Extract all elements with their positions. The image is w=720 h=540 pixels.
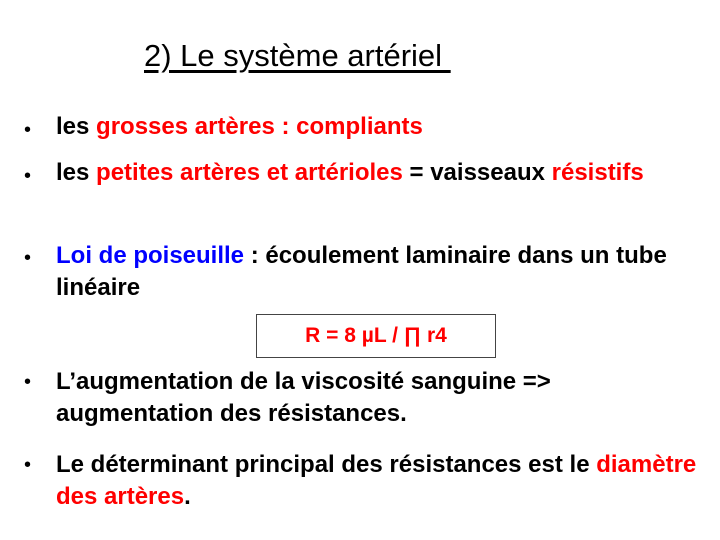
- bullet-point: •: [24, 247, 32, 269]
- list-item-determinant: [56, 449, 706, 513]
- list-item-grosses-arteres: [56, 111, 706, 143]
- item-text: les: [56, 159, 97, 186]
- list-item-petites-arteres: [56, 157, 706, 189]
- formula-box: [256, 314, 496, 358]
- item-text: .: [184, 483, 191, 510]
- item-text: Le déterminant principal des résistances est le: [56, 451, 597, 478]
- item-text: les: [56, 113, 97, 140]
- item-text: = vaisseaux: [402, 159, 552, 186]
- formula-text: R = 8 µL / ∏ r4: [305, 324, 447, 347]
- item-highlight: résistifs: [551, 159, 644, 186]
- bullet-point: •: [24, 165, 32, 187]
- item-highlight: petites artères et artérioles: [96, 159, 403, 186]
- item-highlight: grosses artères : compliants: [96, 113, 423, 140]
- item-highlight-blue: Loi de poiseuille: [56, 242, 245, 269]
- bullet-point: •: [24, 119, 32, 141]
- list-item-viscosite: [56, 366, 706, 430]
- item-highlight: diamètre des artères: [56, 451, 697, 510]
- item-text: L’augmentation de la viscosité sanguine => augmentation des résistances.: [56, 368, 551, 427]
- item-text: : écoulement laminaire dans un tube linéaire: [56, 242, 667, 301]
- list-item-loi-poiseuille: [56, 240, 706, 304]
- bullet-point: •: [24, 454, 32, 476]
- slide-title: 2) Le système artériel: [144, 38, 451, 73]
- bullet-point: •: [24, 371, 32, 393]
